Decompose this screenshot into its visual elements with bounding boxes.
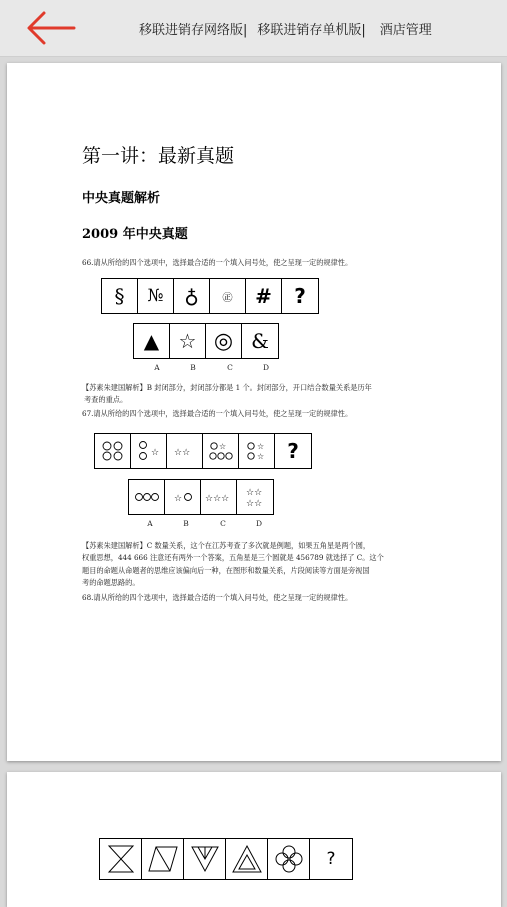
- back-arrow-icon[interactable]: [24, 10, 76, 46]
- option-label: C: [227, 363, 233, 372]
- q67-options-row: [128, 479, 274, 515]
- option-label: B: [190, 363, 196, 372]
- circle-stars-figure-icon: [206, 438, 236, 464]
- top-nav: [139, 19, 432, 38]
- option-label: C: [220, 519, 226, 528]
- q67-cell: [167, 434, 203, 468]
- q67-option-cell: [201, 480, 237, 514]
- q68-cell: [226, 839, 268, 879]
- q67-cell: [131, 434, 167, 468]
- answer-line: 【苏素朱建国解析】B 封闭部分，封闭部分都是 1 个。封闭部分，开口结合数量关系是历年: [82, 383, 372, 392]
- stars-figure-icon: [170, 438, 200, 464]
- four-circles-icon: [272, 843, 306, 875]
- answer-line: 题目的命题从命题者的思维应该偏向后一种，在图形和数量关系，片段阅读等方面是旁视国: [82, 565, 370, 575]
- svg-text:☆: ☆: [173, 494, 182, 504]
- section-heading: 中央真题解析: [82, 191, 161, 206]
- svg-text:☆☆: ☆☆: [246, 488, 263, 498]
- q66-cell: ♁: [174, 279, 210, 313]
- q67-cell: [239, 434, 275, 468]
- q66-option-cell: &: [251, 329, 269, 353]
- q67-question-mark: ?: [287, 439, 299, 463]
- q67-option-cell: [129, 480, 165, 514]
- page-title: 第一讲：最新真题: [82, 145, 235, 167]
- q66-option-cell: ▲: [134, 324, 170, 358]
- q68-cell: [268, 839, 310, 879]
- nav-link-network-edition[interactable]: 移联进销存网络版|: [139, 23, 248, 38]
- q68-cell: [184, 839, 226, 879]
- answer-line: 考查的重点。: [84, 395, 128, 405]
- four-stars-icon: [240, 484, 270, 510]
- answer-line: 考的命题思路的。: [82, 577, 140, 587]
- q66-cell: #: [246, 279, 282, 313]
- document-page-1[interactable]: [7, 63, 501, 761]
- nav-link-hotel-management[interactable]: 酒店管理: [379, 23, 432, 38]
- option-label: D: [262, 363, 269, 372]
- question-67-text: 67.请从所给的四个选项中，选择最合适的一个填入问号处，使之呈现一定的规律性。: [82, 409, 353, 418]
- q68-question-row: [99, 838, 353, 880]
- triangles-icon: [188, 843, 222, 875]
- q66-option-cell: ☆: [170, 324, 206, 358]
- q67-option-cell: [237, 480, 273, 514]
- svg-text:☆: ☆: [256, 452, 264, 461]
- q67-cell: [95, 434, 131, 468]
- q66-cell: ?: [294, 284, 306, 308]
- q66-cell: §: [102, 279, 138, 313]
- question-66-text: 66.请从所给的四个选项中，选择最合适的一个填入问号处，使之呈现一定的规律性。: [82, 258, 353, 267]
- answer-line: 【苏素朱建国解析】C 数量关系，这个在江苏考查了多次就是例题，如果五角星是两个圆，: [82, 541, 371, 550]
- nav-link-standalone-edition[interactable]: 移联进销存单机版|: [257, 23, 366, 38]
- q66-question-row: [101, 278, 319, 314]
- q68-question-mark: ?: [326, 849, 336, 869]
- svg-text:☆☆: ☆☆: [246, 499, 263, 509]
- nested-triangle-icon: [230, 843, 264, 875]
- q67-option-cell: [165, 480, 201, 514]
- q68-cell: [142, 839, 184, 879]
- svg-text:☆☆☆: ☆☆☆: [204, 494, 229, 504]
- svg-text:☆: ☆: [218, 442, 226, 451]
- q66-option-cell: ◎: [206, 324, 242, 358]
- svg-text:☆☆: ☆☆: [173, 448, 190, 458]
- q66-cell: №: [138, 279, 174, 313]
- hourglass-icon: [104, 843, 138, 875]
- subsection-heading: 2009 年中央真题: [82, 227, 188, 242]
- parallelogram-icon: [146, 843, 180, 875]
- option-label: D: [255, 519, 262, 528]
- circles-figure-icon: [98, 438, 128, 464]
- top-bar: [0, 0, 507, 57]
- option-label: B: [183, 519, 189, 528]
- q68-cell: [100, 839, 142, 879]
- answer-line: 权重思想，444 666 注意还有两外一个答案，五角星是三个圆就是 456789 就选择了 C。这个: [82, 553, 384, 563]
- q67-cell: [203, 434, 239, 468]
- answer-67-text: [82, 540, 437, 589]
- star-circle-icon: [168, 484, 198, 510]
- svg-text:☆: ☆: [150, 448, 159, 458]
- svg-text:☆: ☆: [256, 442, 264, 451]
- option-label: A: [154, 363, 160, 372]
- document-page-2[interactable]: [7, 772, 501, 907]
- answer-66-text: [82, 382, 437, 407]
- q66-options-row: [133, 323, 279, 359]
- q66-cell: ㊣: [210, 279, 246, 313]
- circles-stars-figure-icon: [134, 438, 164, 464]
- option-label: A: [147, 519, 153, 528]
- q67-question-row: [94, 433, 312, 469]
- question-68-text: 68.请从所给的四个选项中，选择最合适的一个填入问号处，使之呈现一定的规律性。: [82, 593, 353, 602]
- three-circles-icon: [132, 484, 162, 510]
- three-stars-icon: [204, 484, 234, 510]
- circles-stars-figure-icon: [242, 438, 272, 464]
